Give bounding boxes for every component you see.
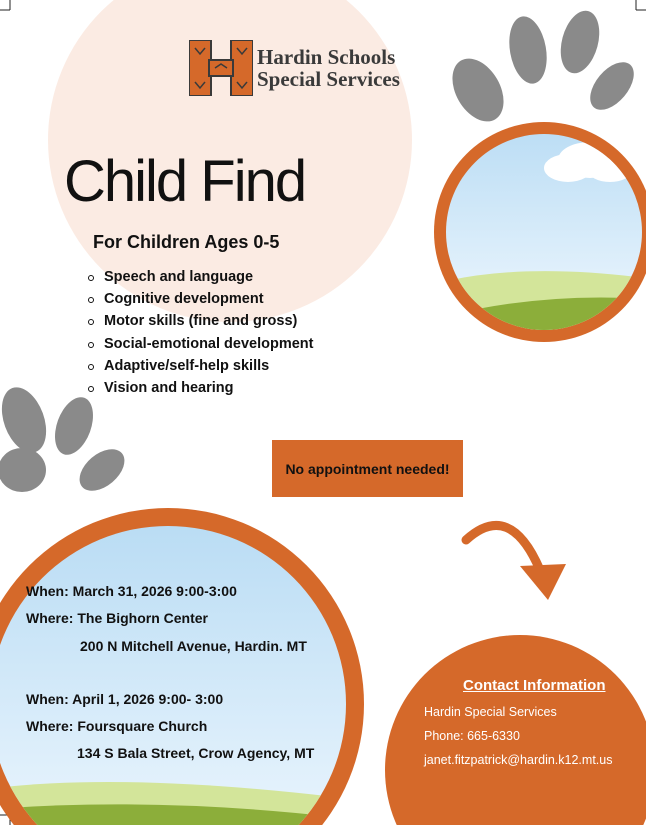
list-item: Motor skills (fine and gross) xyxy=(86,310,314,332)
list-item: Vision and hearing xyxy=(86,377,314,399)
event-1-address: 200 N Mitchell Avenue, Hardin. MT xyxy=(80,638,307,654)
list-item: Cognitive development xyxy=(86,288,314,310)
subtitle: For Children Ages 0-5 xyxy=(93,232,280,252)
event-2-where: Where: Foursquare Church xyxy=(26,718,208,734)
paw-print-icon xyxy=(442,6,642,130)
notice-text: No appointment needed! xyxy=(285,460,450,477)
hardin-h-logo-icon xyxy=(189,40,253,96)
list-item: Social-emotional development xyxy=(86,333,314,355)
event-2-address: 134 S Bala Street, Crow Agency, MT xyxy=(77,745,315,761)
no-appointment-banner xyxy=(272,440,463,497)
list-item: Speech and language xyxy=(86,266,314,288)
logo-line1: Hardin Schools xyxy=(257,45,396,69)
contact-email: janet.fitzpatrick@hardin.k12.mt.us xyxy=(424,753,613,767)
curved-arrow-icon xyxy=(466,525,566,600)
event-1-where: Where: The Bighorn Center xyxy=(26,610,209,626)
contact-name: Hardin Special Services xyxy=(424,705,557,719)
contact-phone: Phone: 665-6330 xyxy=(424,729,520,743)
event-2-when: When: April 1, 2026 9:00- 3:00 xyxy=(26,691,224,707)
event-1-when: When: March 31, 2026 9:00-3:00 xyxy=(26,583,237,599)
logo-line2: Special Services xyxy=(257,67,400,91)
contact-heading: Contact Information xyxy=(463,677,606,694)
logo-text xyxy=(257,46,400,90)
skills-list xyxy=(86,266,314,399)
page-title: Child Find xyxy=(64,149,306,214)
list-item: Adaptive/self-help skills xyxy=(86,355,314,377)
